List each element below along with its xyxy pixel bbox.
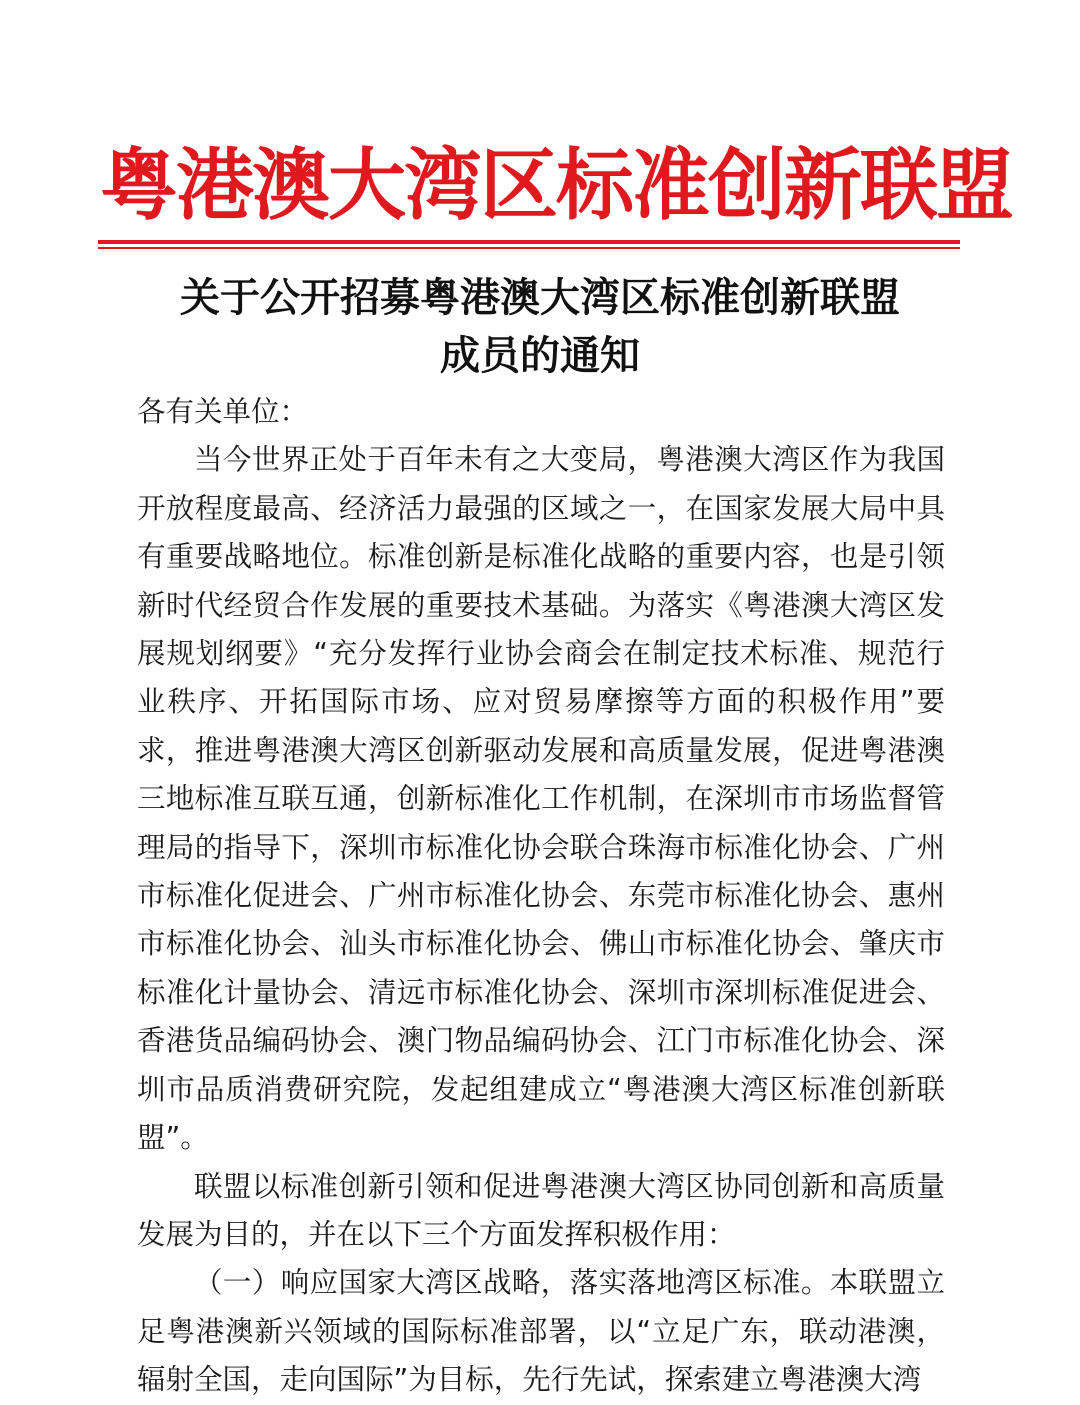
document-body xyxy=(137,388,945,1405)
paragraph-1: 当今世界正处于百年未有之大变局，粤港澳大湾区作为我国开放程度最高、经济活力最强的区域之一，在国家发展大局中具有重要战略地位。标准创新是标准化战略的重要内容，也是引领新时代经贸合作发展的重要技术基础。为落实《粤港澳大湾区发展规划纲要》“充分发挥行业协会商会在制定技术标准、规范行业秩序、开拓国际市场、应对贸易摩擦等方面的积极作用”要求，推进粤港澳大湾区创新驱动发展和高质量发展，促进粤港澳三地标准互联互通，创新标准化工作机制，在深圳市市场监督管理局的指导下，深圳市标准化协会联合珠海市标准化协会、广州市标准化促进会、广州市标准化协会、东莞市标准化协会、惠州市标准化协会、汕头市标准化协会、佛山市标准化协会、肇庆市标准化计量协会、清远市标准化协会、深圳市深圳标准促进会、香港货品编码协会、澳门物品编码协会、江门市标准化协会、深圳市品质消费研究院，发起组建成立“粤港澳大湾区标准创新联盟”。 xyxy=(137,443,945,1155)
masthead-org-name: 粤港澳大湾区标准创新联盟 xyxy=(100,140,1013,231)
document-title-line-2: 成员的通知 xyxy=(440,332,640,379)
document-title-line-1: 关于公开招募粤港澳大湾区标准创新联盟 xyxy=(180,274,900,321)
masthead-rule-thick xyxy=(98,240,960,244)
paragraph-2: 联盟以标准创新引领和促进粤港澳大湾区协同创新和高质量发展为目的，并在以下三个方面发挥积极作用： xyxy=(137,1169,945,1251)
salutation: 各有关单位： xyxy=(137,395,309,428)
paragraph-3: （一）响应国家大湾区战略，落实落地湾区标准。本联盟立足粤港澳新兴领域的国际标准部署，以“立足广东，联动港澳，辐射全国，走向国际”为目标，先行先试，探索建立粤港澳大湾 xyxy=(137,1266,945,1397)
masthead-rule-thin xyxy=(98,247,960,249)
